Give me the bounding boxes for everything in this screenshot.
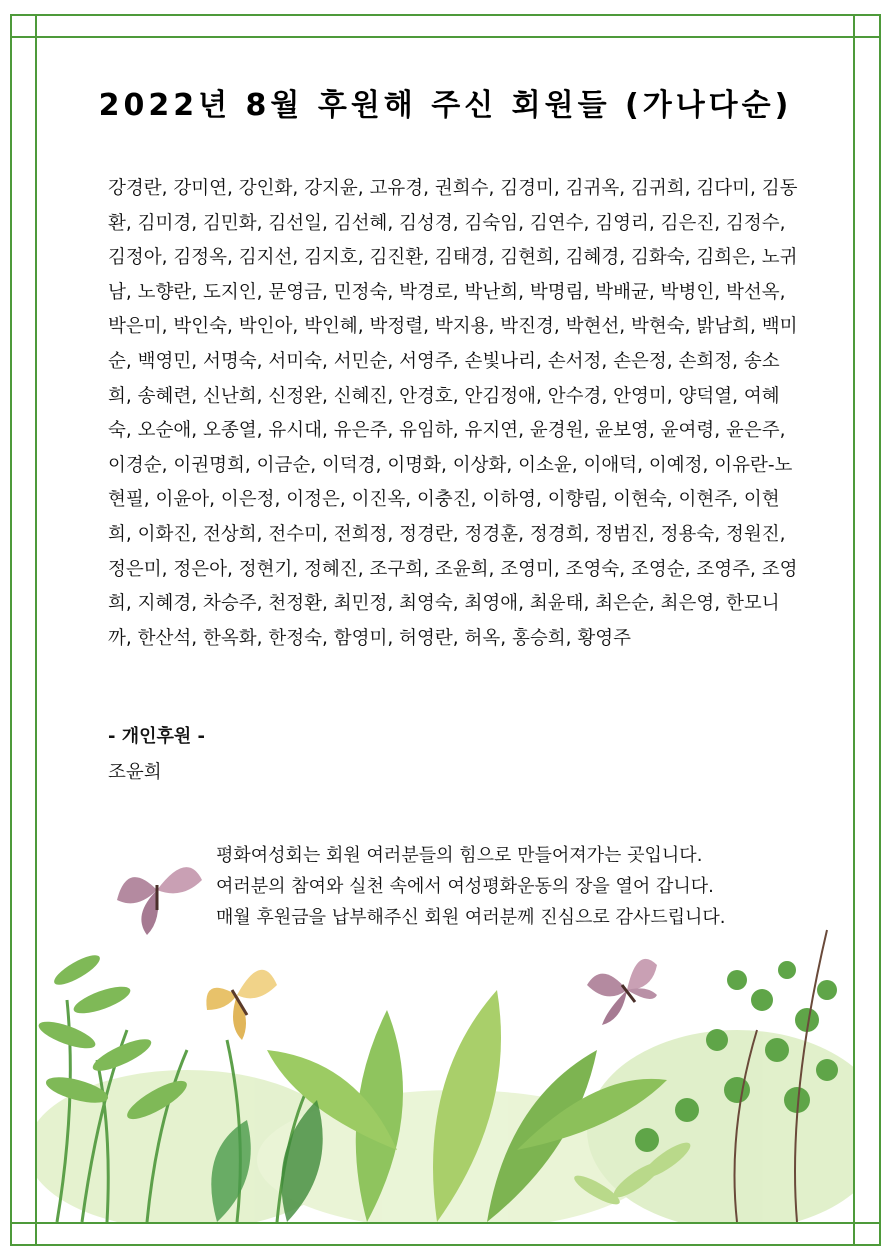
individual-donor-name: 조윤희 bbox=[108, 762, 162, 783]
thank-you-message bbox=[216, 840, 816, 933]
thanks-line: 평화여성회는 회원 여러분들의 힘으로 만들어져가는 곳입니다. bbox=[216, 845, 703, 866]
thanks-line: 매월 후원금을 납부해주신 회원 여러분께 진심으로 감사드립니다. bbox=[216, 907, 726, 928]
individual-donation-heading: - 개인후원 - bbox=[108, 726, 206, 747]
frame-inner-top bbox=[10, 36, 881, 38]
butterfly-icon bbox=[206, 970, 277, 1040]
frame-outer-left bbox=[10, 14, 12, 1246]
frame-outer-right bbox=[879, 14, 881, 1246]
butterfly-icon bbox=[117, 867, 202, 935]
butterfly-icon bbox=[587, 959, 657, 1025]
frame-outer-bottom bbox=[10, 1244, 881, 1246]
frame-outer-top bbox=[10, 14, 881, 16]
member-names-list: 강경란, 강미연, 강인화, 강지윤, 고유경, 권희수, 김경미, 김귀옥, 김귀희, 김다미, 김동환, 김미경, 김민화, 김선일, 김선혜, 김성경, 김숙임, 김연수, 김영리, 김은진, 김정수, 김정아, 김정옥, 김지선, 김지호, 김진환, 김태경, 김현희, 김혜경, 김화숙, 김희은, 노귀남, 노향란, 도지인, 문영금, 민정숙, 박경로, 박난희, 박명림, 박배균, 박병인, 박선옥, 박은미, 박인숙, 박인아, 박인혜, 박정렬, 박지용, 박진경, 박현선, 박현숙, 밝남희, 백미순, 백영민, 서명숙, 서미숙, 서민순, 서영주, 손빛나리, 손서정, 손은정, 손희정, 송소희, 송혜련, 신난희, 신정완, 신혜진, 안경호, 안김정애, 안수경, 안영미, 양덕열, 여혜숙, 오순애, 오종열, 유시대, 유은주, 유임하, 유지연, 윤경원, 윤보영, 윤여령, 윤은주, 이경순, 이권명희, 이금순, 이덕경, 이명화, 이상화, 이소윤, 이애덕, 이예정, 이유란-노현필, 이윤아, 이은정, 이정은, 이진옥, 이충진, 이하영, 이향림, 이현숙, 이현주, 이현희, 이화진, 전상희, 전수미, 전희정, 정경란, 정경훈, 정경희, 정범진, 정용숙, 정원진, 정은미, 정은아, 정현기, 정혜진, 조구희, 조윤희, 조영미, 조영숙, 조영순, 조영주, 조영희, 지혜경, 차승주, 천정환, 최민정, 최영숙, 최영애, 최윤태, 최은순, 최은영, 한모니까, 한산석, 한옥화, 한정숙, 함영미, 허영란, 허옥, 홍승희, 황영주 bbox=[108, 178, 798, 649]
thanks-line: 여러분의 참여와 실천 속에서 여성평화운동의 장을 열어 갑니다. bbox=[216, 876, 714, 897]
page-title: 2022년 8월 후원해 주신 회원들 (가나다순) bbox=[98, 88, 793, 123]
frame-inner-bottom bbox=[10, 1222, 881, 1224]
frame-inner-right bbox=[853, 14, 855, 1246]
